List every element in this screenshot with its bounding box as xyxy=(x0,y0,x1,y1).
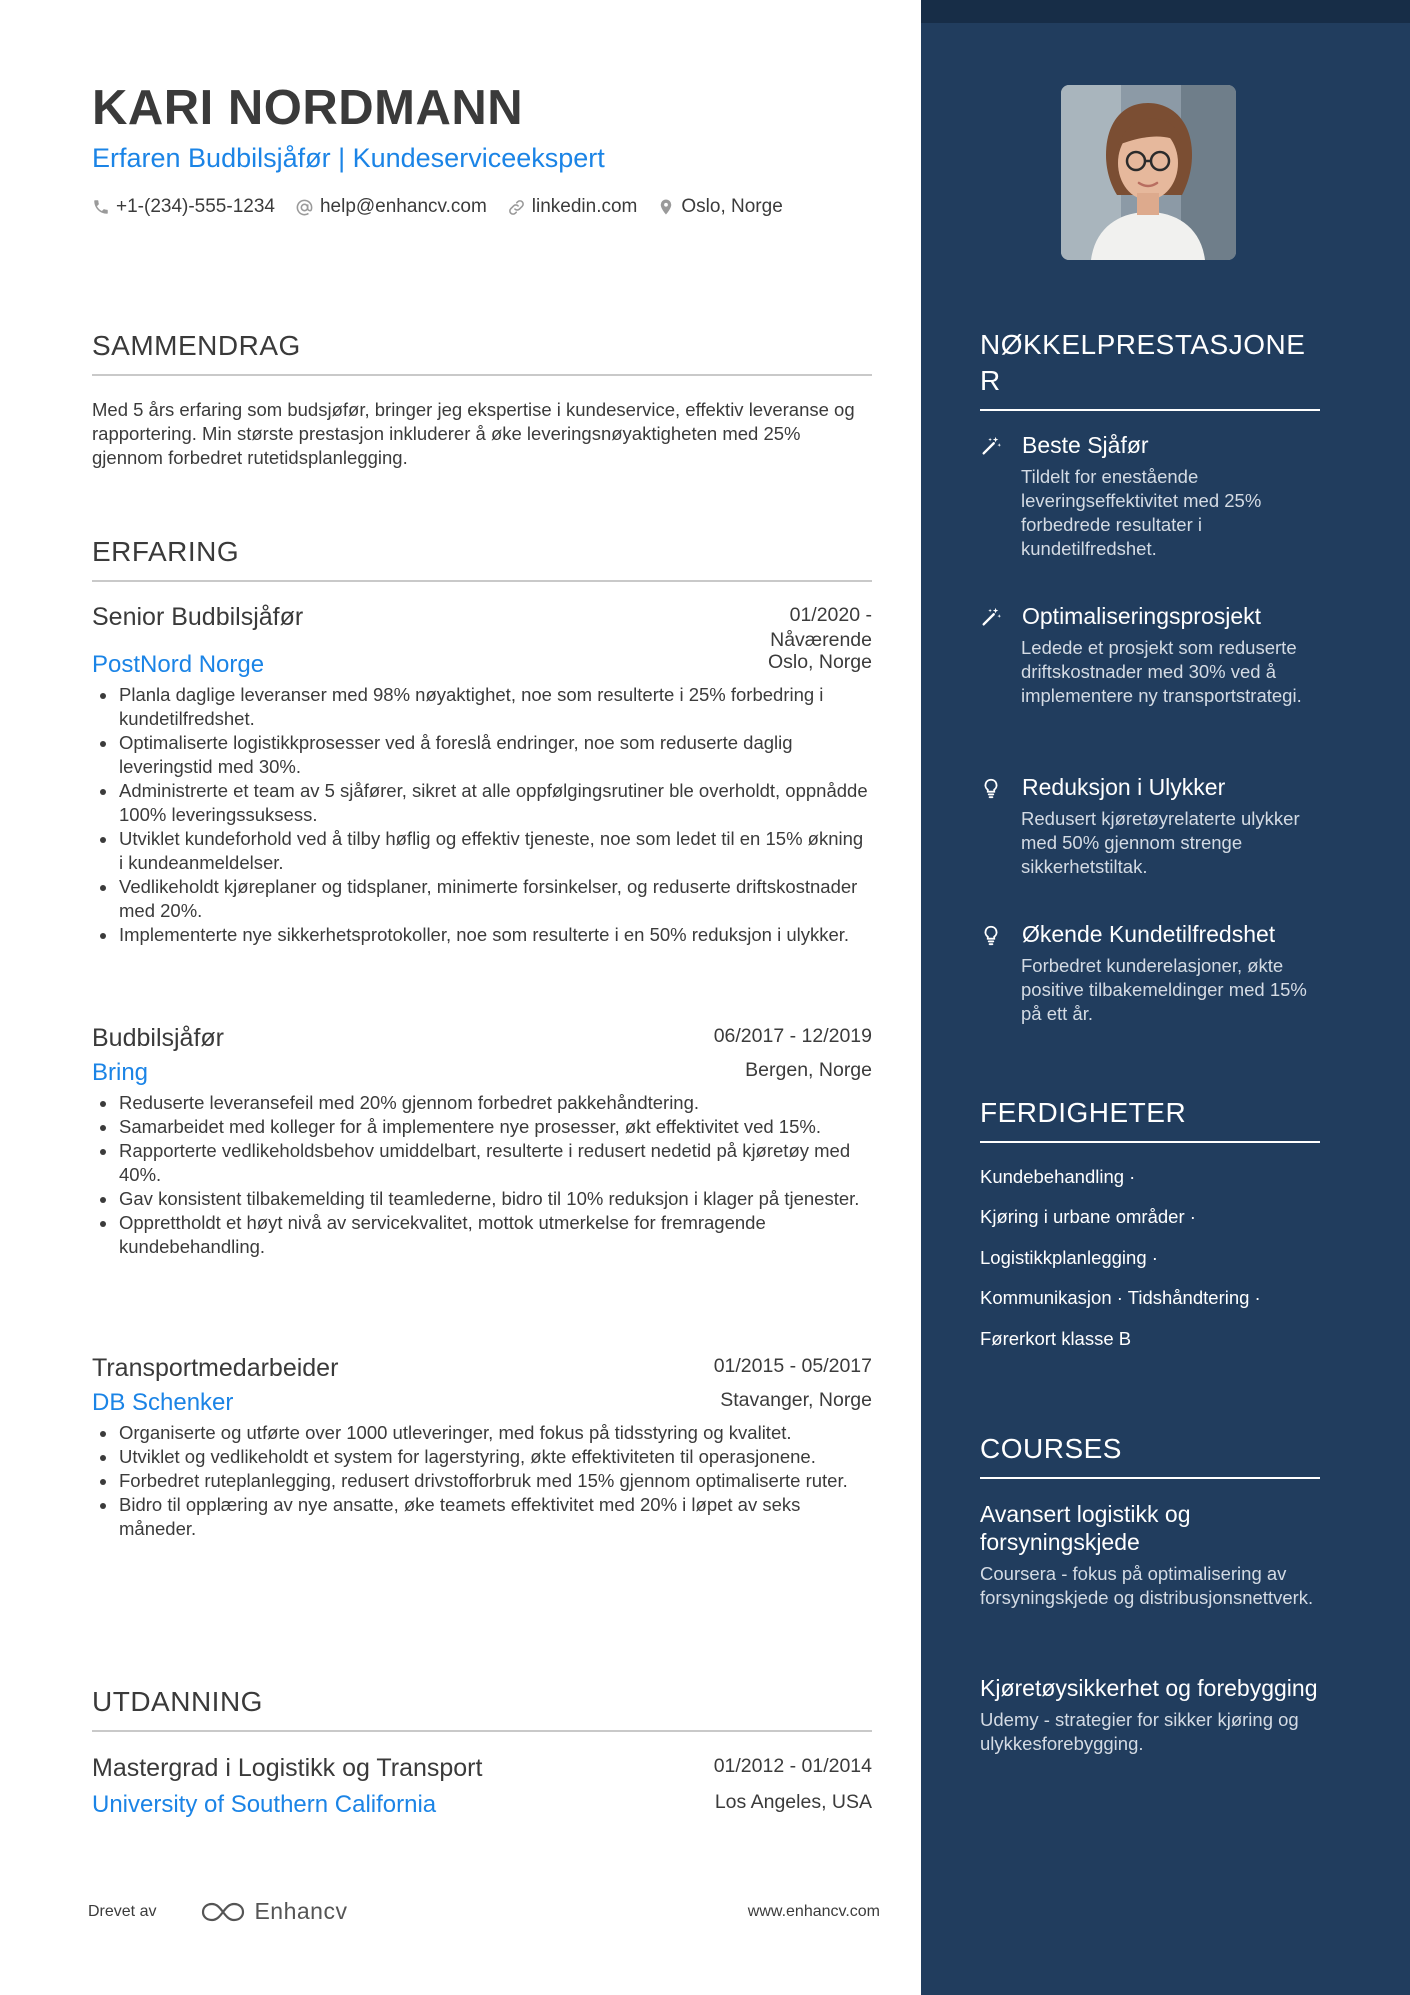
at-icon xyxy=(295,198,314,217)
skill-item: Førerkort klasse B xyxy=(980,1328,1132,1349)
company-name[interactable]: DB Schenker xyxy=(92,1389,234,1416)
achievement-item xyxy=(980,774,1330,879)
achievement-text: Forbedret kunderelasjoner, økte positive tilbakemeldinger med 15% på ett år. xyxy=(1021,955,1307,1024)
location-icon xyxy=(657,197,675,217)
achievement-title: Økende Kundetilfredshet xyxy=(1022,921,1276,947)
course-text: Udemy - strategier for sikker kjøring og ulykkesforebygging. xyxy=(980,1709,1299,1754)
achievements-heading: NØKKELPRESTASJONE R xyxy=(980,327,1320,411)
summary-text: Med 5 års erfaring som budsjøfør, bringer jeg ekspertise i kundeservice, effektiv leveranse og rapportering. Min største prestasjon inkluderer å øke leveringsnøyaktigheten med 25% gjennom forbedret rutetidsplanlegging. xyxy=(92,399,855,468)
achievement-item xyxy=(980,603,1330,708)
magic-wand-icon xyxy=(980,606,1002,628)
course-title: Kjøretøysikkerhet og forebygging xyxy=(980,1675,1318,1701)
experience-heading: ERFARING xyxy=(92,536,872,582)
location-text: Oslo, Norge xyxy=(681,196,783,217)
achievement-item xyxy=(980,921,1330,1026)
job-entry xyxy=(92,1024,872,1259)
bullet-item: Opprettholdt et høyt nivå av servicekvalitet, mottok utmerkelse for fremragende kundebehandling. xyxy=(92,1211,872,1259)
courses-heading: COURSES xyxy=(980,1431,1320,1479)
job-date: 01/2015 - 05/2017 xyxy=(713,1355,872,1377)
skill-item: Kjøring i urbane områder · xyxy=(980,1206,1196,1227)
bullet-item: Gav konsistent tilbakemelding til teamlederne, bidro til 10% reduksjon i klager på tjenester. xyxy=(92,1187,872,1211)
contact-linkedin[interactable] xyxy=(507,196,638,218)
achievement-text: Tildelt for enestående leveringseffektivitet med 25% forbedrede resultater i kundetilfredshet. xyxy=(1021,466,1262,559)
bullet-item: Planla daglige leveranser med 98% nøyaktighet, noe som resulterte i 25% forbedring i kundetilfredshet. xyxy=(92,683,872,731)
bullet-item: Organiserte og utførte over 1000 utleveringer, med fokus på tidsstyring og kvalitet. xyxy=(92,1421,872,1445)
bullet-item: Optimaliserte logistikkprosesser ved å foreslå endringer, noe som reduserte daglig leveringstid med 30%. xyxy=(92,731,872,779)
bullet-item: Implementerte nye sikkerhetsprotokoller, noe som resulterte i en 50% reduksjon i ulykker. xyxy=(92,923,872,947)
bullet-item: Rapporterte vedlikeholdsbehov umiddelbart, resulterte i redusert nedetid på kjøretøy med 40%. xyxy=(92,1139,872,1187)
enhancv-logo-icon xyxy=(200,1900,246,1924)
headline: Erfaren Budbilsjåfør | Kundeserviceekspert xyxy=(92,143,605,173)
bullet-item: Utviklet kundeforhold ved å tilby høflig og effektiv tjeneste, noe som ledet til en 15% økning i kundeanmeldelser. xyxy=(92,827,872,875)
achievement-text: Redusert kjøretøyrelaterte ulykker med 50% gjennom strenge sikkerhetstiltak. xyxy=(1021,808,1300,877)
school-name[interactable]: University of Southern California xyxy=(92,1791,437,1818)
job-bullets xyxy=(92,1421,872,1541)
lightbulb-icon xyxy=(980,924,1002,946)
skill-item: Logistikkplanlegging · xyxy=(980,1247,1158,1268)
course-item xyxy=(980,1674,1320,1756)
job-date: 06/2017 - 12/2019 xyxy=(713,1025,872,1047)
company-name[interactable]: PostNord Norge xyxy=(92,651,265,678)
job-bullets xyxy=(92,683,872,947)
job-location: Bergen, Norge xyxy=(745,1059,872,1081)
achievement-title: Reduksjon i Ulykker xyxy=(1022,774,1226,800)
footer-url[interactable]: www.enhancv.com xyxy=(747,1902,880,1920)
job-entry xyxy=(92,1354,872,1541)
link-icon xyxy=(507,198,526,217)
degree-title: Mastergrad i Logistikk og Transport xyxy=(92,1754,483,1782)
phone-icon xyxy=(92,198,110,216)
education-heading: UTDANNING xyxy=(92,1686,872,1732)
job-title: Transportmedarbeider xyxy=(92,1354,339,1382)
job-date: 01/2020 - Nåværende xyxy=(770,604,872,651)
bullet-item: Bidro til opplæring av nye ansatte, øke teamets effektivitet med 20% i løpet av seks måneder. xyxy=(92,1493,872,1541)
achievement-title: Beste Sjåfør xyxy=(1022,432,1149,458)
job-title: Budbilsjåfør xyxy=(92,1024,224,1052)
skills-heading: FERDIGHETER xyxy=(980,1095,1320,1143)
candidate-name: KARI NORDMANN xyxy=(92,81,524,135)
course-text: Coursera - fokus på optimalisering av forsyningskjede og distribusjonsnettverk. xyxy=(980,1563,1314,1608)
education-location: Los Angeles, USA xyxy=(714,1791,872,1813)
skill-item: Kundebehandling · xyxy=(980,1166,1136,1187)
bullet-item: Reduserte leveransefeil med 20% gjennom forbedret pakkehåndtering. xyxy=(92,1091,872,1115)
powered-by-label: Drevet av xyxy=(88,1902,157,1920)
achievement-text: Ledede et prosjekt som reduserte driftskostnader med 30% ved å implementere ny transportstrategi. xyxy=(1021,637,1302,706)
summary-heading: SAMMENDRAG xyxy=(92,330,872,376)
course-item xyxy=(980,1500,1320,1610)
bullet-item: Forbedret ruteplanlegging, redusert drivstofforbruk med 15% gjennom optimaliserte ruter. xyxy=(92,1469,872,1493)
contact-location xyxy=(657,196,782,218)
enhancv-logo[interactable] xyxy=(200,1898,347,1925)
job-entry xyxy=(92,603,872,947)
job-location: Stavanger, Norge xyxy=(720,1389,872,1411)
bullet-item: Utviklet og vedlikeholdt et system for lagerstyring, økte effektiviteten til operasjonene. xyxy=(92,1445,872,1469)
sidebar xyxy=(921,0,1410,1995)
company-name[interactable]: Bring xyxy=(92,1059,149,1086)
contact-email[interactable] xyxy=(295,196,487,218)
bullet-item: Vedlikeholdt kjøreplaner og tidsplaner, minimerte forsinkelser, og reduserte driftskostnader med 20%. xyxy=(92,875,872,923)
linkedin-text: linkedin.com xyxy=(531,196,638,217)
job-bullets xyxy=(92,1091,872,1259)
achievement-title: Optimaliseringsprosjekt xyxy=(1022,603,1262,629)
course-title: Avansert logistikk og forsyningskjede xyxy=(980,1501,1191,1555)
phone-text: +1-(234)-555-1234 xyxy=(116,196,275,217)
profile-photo xyxy=(1061,85,1236,260)
education-date: 01/2012 - 01/2014 xyxy=(713,1755,872,1777)
skill-item: Kommunikasjon · Tidshåndtering · xyxy=(980,1287,1261,1308)
achievement-item xyxy=(980,432,1330,561)
contact-bar xyxy=(92,196,803,218)
bullet-item: Administrerte et team av 5 sjåfører, sikret at alle oppfølgingsrutiner ble overholdt, oppnådde 100% leveringssuksess. xyxy=(92,779,872,827)
lightbulb-icon xyxy=(980,777,1002,799)
education-entry xyxy=(92,1754,872,1819)
brand-name: Enhancv xyxy=(254,1898,348,1924)
job-location: Oslo, Norge xyxy=(767,651,872,673)
bullet-item: Samarbeidet med kolleger for å implementere nye prosesser, økt effektivitet ved 15%. xyxy=(92,1115,872,1139)
magic-wand-icon xyxy=(980,435,1002,457)
email-text: help@enhancv.com xyxy=(319,196,487,217)
contact-phone[interactable] xyxy=(92,196,275,218)
job-title: Senior Budbilsjåfør xyxy=(92,603,304,631)
sidebar-top-bar xyxy=(921,0,1410,23)
footer xyxy=(88,1898,880,1925)
